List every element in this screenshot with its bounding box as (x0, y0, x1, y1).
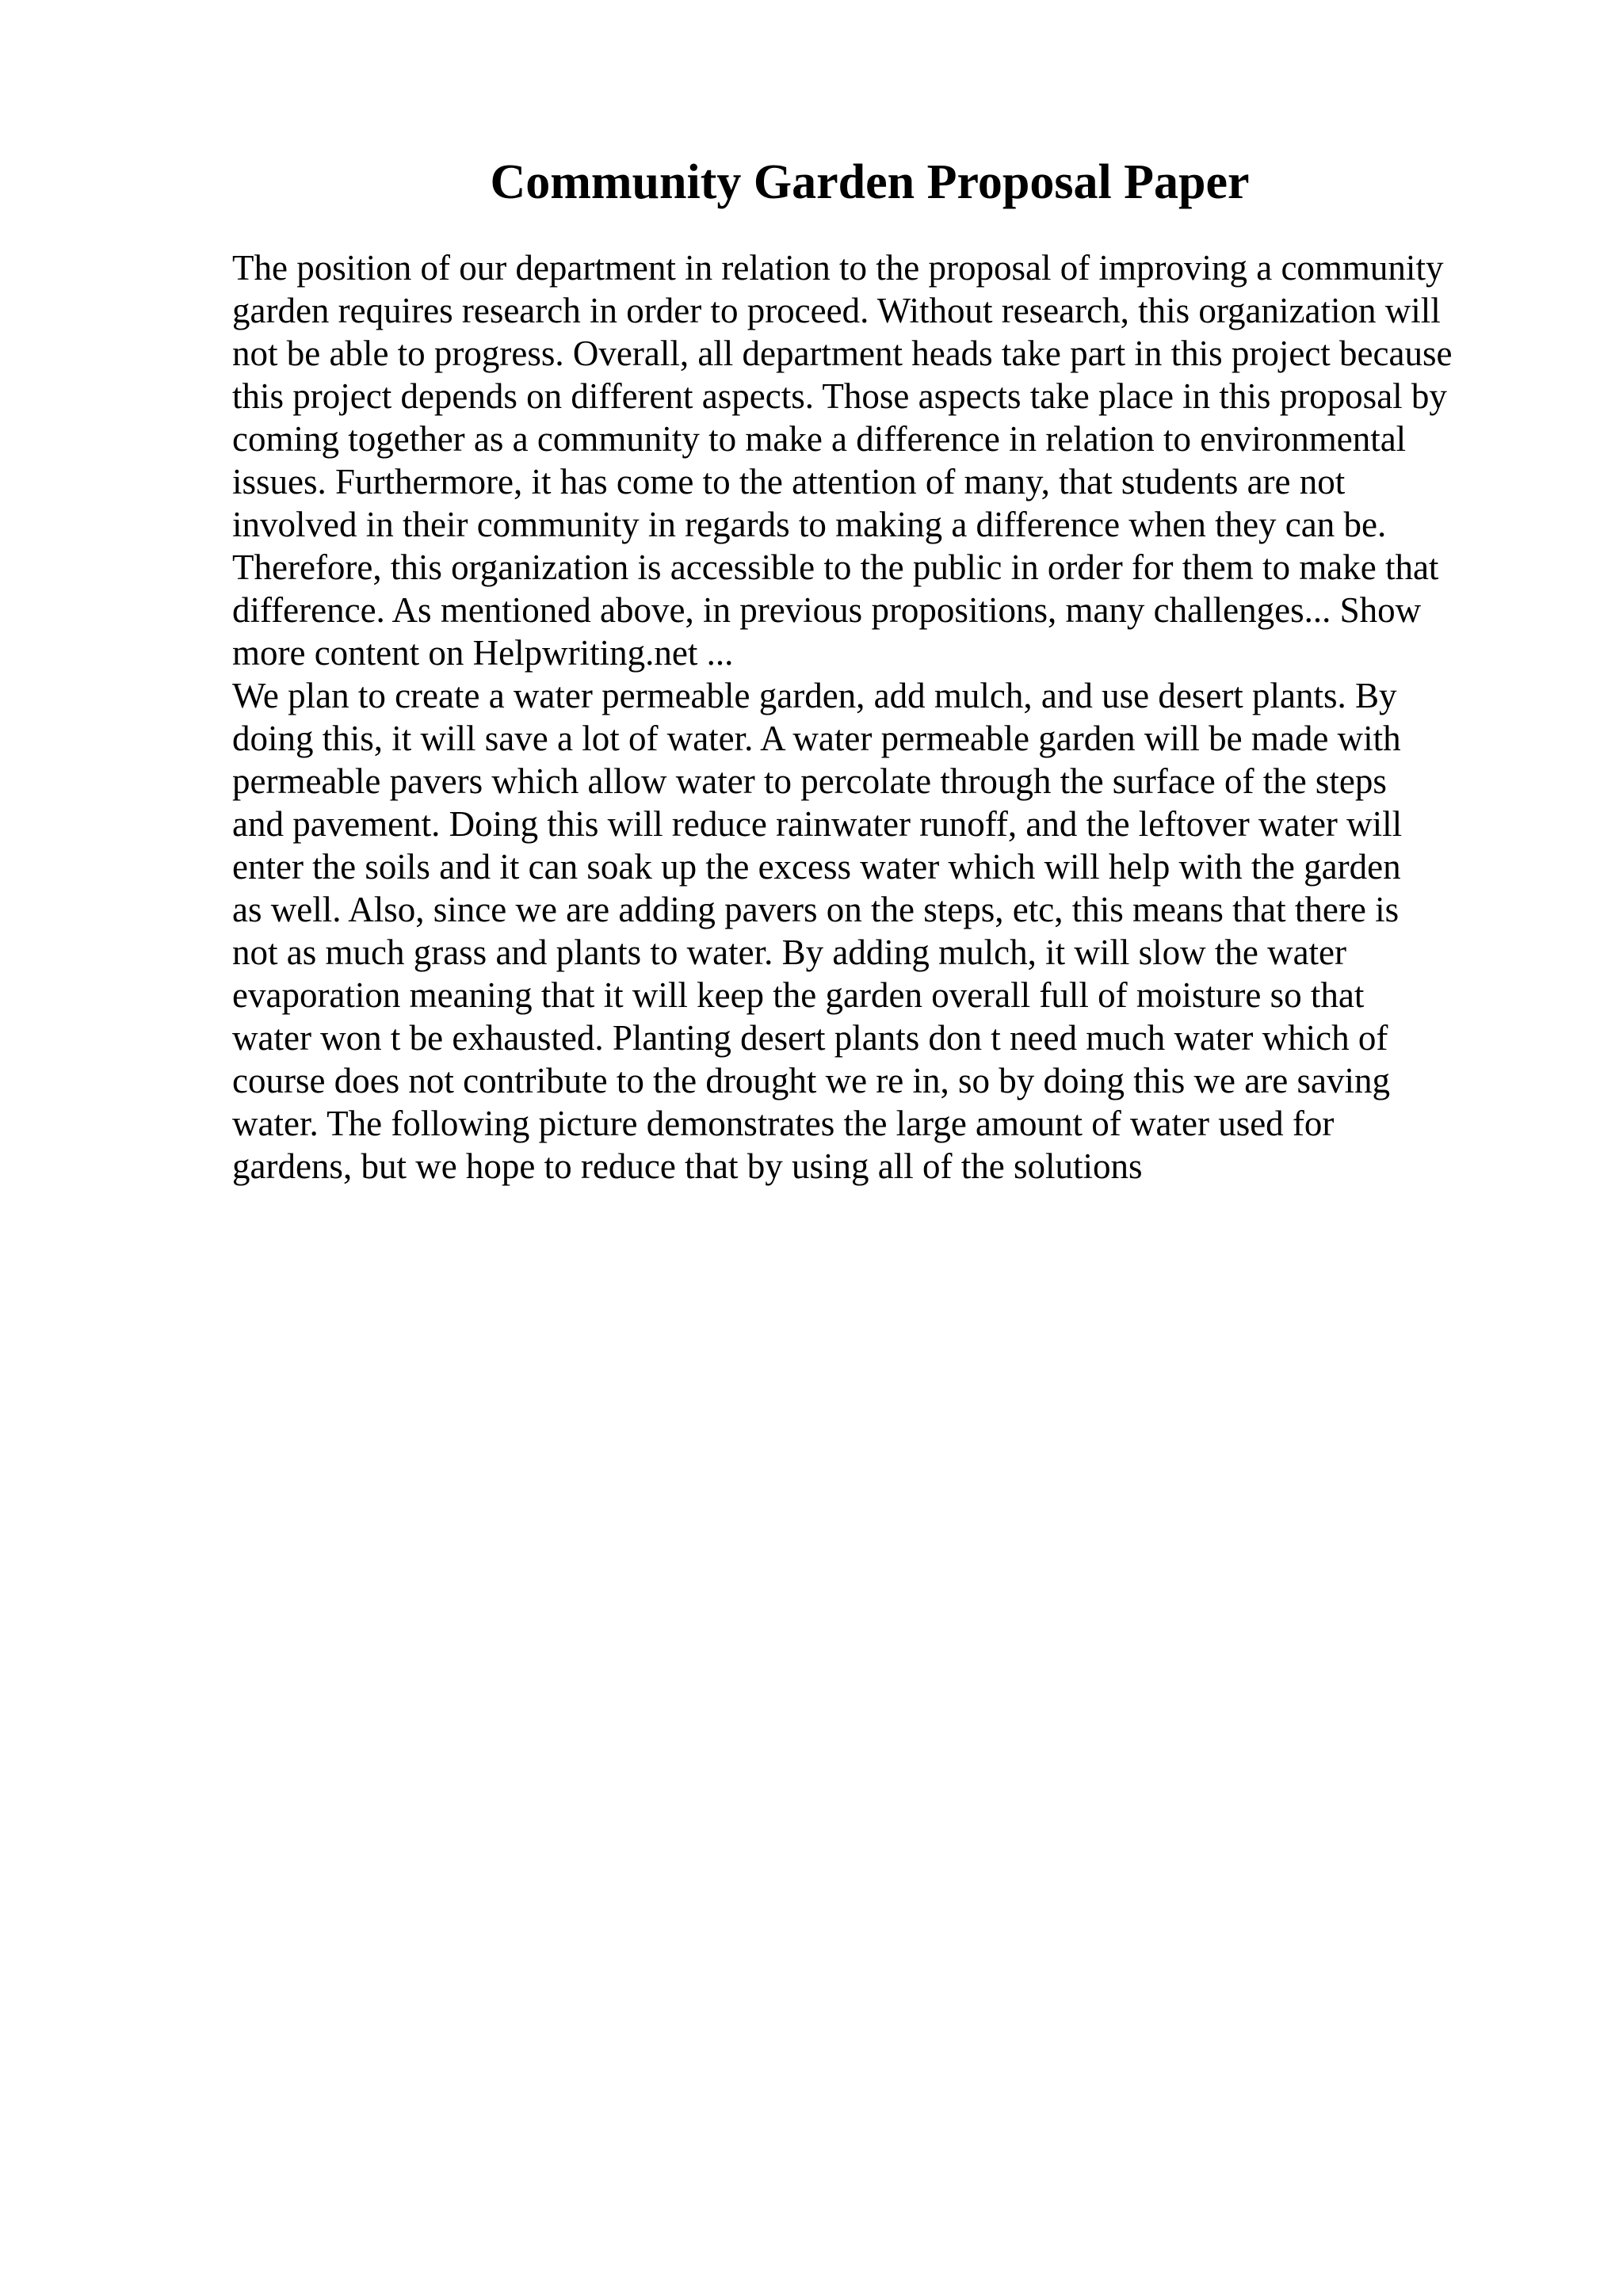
text-line: issues. Furthermore, it has come to the attention of many, that students are not (232, 462, 1346, 502)
text-line: this project depends on different aspects. Those aspects take place in this proposal by (232, 376, 1447, 416)
text-line: water won t be exhausted. Planting desert plants don t need much water which of (232, 1018, 1388, 1058)
text-line: evaporation meaning that it will keep the garden overall full of moisture so that (232, 975, 1365, 1015)
text-line: involved in their community in regards to making a difference when they can be. (232, 505, 1387, 544)
text-line: We plan to create a water permeable garden, add mulch, and use desert plants. By (232, 676, 1397, 715)
text-line: gardens, but we hope to reduce that by using all of the solutions (232, 1146, 1143, 1186)
text-line: not as much grass and plants to water. By adding mulch, it will slow the water (232, 933, 1347, 972)
text-line: garden requires research in order to proceed. Without research, this organization will (232, 291, 1441, 330)
text-line: and pavement. Doing this will reduce rainwater runoff, and the leftover water will (232, 804, 1403, 844)
document-body (232, 246, 1579, 1188)
text-line: course does not contribute to the drought we re in, so by doing this we are saving (232, 1061, 1390, 1100)
text-line: difference. As mentioned above, in previous propositions, many challenges... Show (232, 590, 1422, 630)
text-line: coming together as a community to make a difference in relation to environmental (232, 419, 1407, 459)
text-line: not be able to progress. Overall, all department heads take part in this project because (232, 334, 1453, 373)
document-title: Community Garden Proposal Paper (490, 155, 1250, 209)
text-line: doing this, it will save a lot of water. A water permeable garden will be made with (232, 719, 1401, 758)
text-line: permeable pavers which allow water to percolate through the surface of the steps (232, 761, 1387, 801)
text-line: enter the soils and it can soak up the excess water which will help with the garden (232, 847, 1401, 887)
text-line: water. The following picture demonstrates the large amount of water used for (232, 1104, 1335, 1143)
text-line: Therefore, this organization is accessible to the public in order for them to make that (232, 547, 1439, 587)
text-line: as well. Also, since we are adding pavers on the steps, etc, this means that there is (232, 890, 1400, 929)
text-line: more content on Helpwriting.net ... (232, 633, 734, 673)
text-line: The position of our department in relation to the proposal of improving a community (232, 248, 1444, 288)
